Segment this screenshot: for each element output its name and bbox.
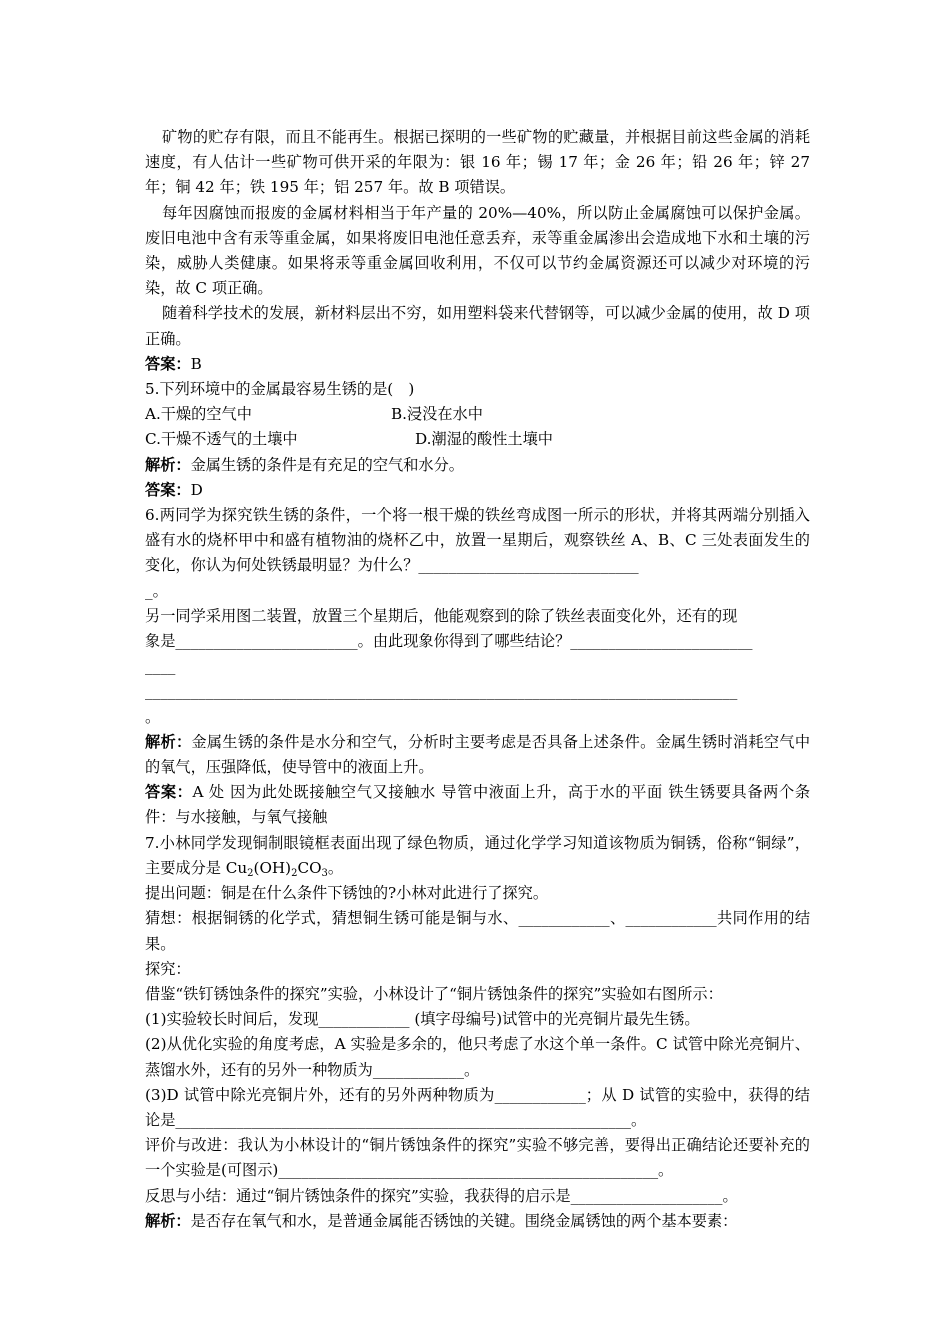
formula-sub-1: 2: [247, 867, 254, 879]
answer-label: 答案：: [145, 783, 193, 802]
q5-option-a: A.干燥的空气中: [145, 405, 252, 424]
q5-stem: 5.下列环境中的金属最容易生锈的是( ): [145, 380, 415, 399]
q7-question: 提出问题：铜是在什么条件下锈蚀的?小林对此进行了探究。: [145, 884, 549, 903]
q5-options-row-2: [145, 427, 810, 452]
formula-sub-3: 3: [321, 867, 328, 879]
q7-explore: 探究：: [145, 959, 191, 978]
q6-stem: 6.两同学为探究铁生锈的条件，一个将一根干燥的铁丝弯成图一所示的形状，并将其两端分别插入盛有水的烧杯甲中和盛有植物油的烧杯乙中，放置一星期后，观察铁丝 A、B、C 三处表面发生的变化，你认为何处铁锈最明显？为什么？_____________________________: [145, 506, 810, 575]
q7-stem: [145, 831, 810, 881]
formula-cu: Cu: [225, 858, 248, 877]
q7-reflection: 反思与小结：通过“铜片锈蚀条件的探究”实验，我获得的启示是____________________。: [145, 1186, 738, 1205]
q6-analysis: 金属生锈的条件是水分和空气，分析时主要考虑是否具备上述条件。金属生锈时消耗空气中的氧气，压强降低，使导管中的液面上升。: [145, 732, 811, 777]
q7-stem-text: 7.小林同学发现铜制眼镜框表面出现了绿色物质，通过化学学习知道该物质为铜锈，俗称“铜绿”，主要成分是: [145, 833, 810, 877]
q5-answer-line: [145, 478, 810, 503]
q6-part2-line4: ______________________________________________________________________________: [145, 682, 738, 701]
q6-analysis-line: [145, 730, 810, 780]
formula-sub-2: 2: [291, 867, 298, 879]
q7-guess: 猜想：根据铜锈的化学式，猜想铜生锈可能是铜与水、____________、____________共同作用的结果。: [145, 909, 810, 953]
analysis-label: 解析：: [145, 455, 191, 474]
q6-answer: A 处 因为此处既接触空气又接触水 导管中液面上升，高于水的平面 铁生锈要具备两个条件：与水接触，与氧气接触: [145, 783, 811, 827]
q5-analysis-line: [145, 453, 810, 478]
answer-label: 答案：: [145, 480, 191, 499]
document-page: [145, 125, 810, 1234]
q7-analysis-line: [145, 1209, 810, 1234]
q6-part2-line2: 象是________________________。由此现象你得到了哪些结论？________________________: [145, 632, 753, 651]
paragraph-corrosion: 每年因腐蚀而报废的金属材料相当于年产量的 20%—40%，所以防止金属腐蚀可以保护金属。废旧电池中含有汞等重金属，如果将废旧电池任意丢弃，汞等重金属渗出会造成地下水和土壤的污染，威胁人类健康。如果将汞等重金属回收利用，不仅可以节约金属资源还可以减少对环境的污染，故 C 项正确。: [145, 203, 810, 298]
q7-reference: 借鉴“铁钉锈蚀条件的探究”实验，小林设计了“铜片锈蚀条件的探究”实验如右图所示：: [145, 984, 723, 1003]
q5-option-c: C.干燥不透气的土壤中: [145, 430, 298, 449]
q5-answer: D: [190, 480, 203, 499]
q4-answer-line: [145, 352, 810, 377]
formula-co: CO: [297, 858, 322, 877]
q7-item-2: (2)从优化实验的角度考虑，A 实验是多余的，他只考虑了水这个单一条件。C 试管中除光亮铜片、蒸馏水外，还有的另外一种物质为____________。: [145, 1035, 810, 1079]
formula-oh: (OH): [253, 858, 292, 877]
paragraph-mineral-reserves: 矿物的贮存有限，而且不能再生。根据已探明的一些矿物的贮藏量，并根据目前这些金属的消耗速度，有人估计一些矿物可供开采的年限为：银 16 年；锡 17 年；金 26 年；铅 26 年；锌 27 年；铜 42 年；铁 195 年；铝 257 年。故 B 项错误。: [145, 128, 810, 197]
q6-part2-line1: 另一同学采用图二装置，放置三个星期后，他能观察到的除了铁丝表面变化外，还有的现: [145, 606, 738, 625]
formula-end: 。: [327, 858, 344, 877]
analysis-label: 解析：: [145, 1211, 191, 1230]
q5-option-d: D.潮湿的酸性土壤中: [415, 430, 553, 449]
answer-label: 答案：: [145, 354, 191, 373]
q6-part2-end: 。: [145, 707, 161, 726]
q5-option-b: B.浸没在水中: [391, 405, 483, 424]
q6-stem-end: _。: [145, 581, 168, 600]
q7-item-1: (1)实验较长时间后，发现____________ (填字母编号)试管中的光亮铜片最先生锈。: [145, 1010, 700, 1029]
analysis-label: 解析：: [145, 732, 192, 751]
q4-answer: B: [190, 354, 202, 373]
paragraph-new-materials: 随着科学技术的发展，新材料层出不穷，如用塑料袋来代替钢等，可以减少金属的使用，故 D 项正确。: [145, 304, 810, 348]
q7-item-3: (3)D 试管中除光亮铜片外，还有的另外两种物质为____________；从 D 试管的实验中，获得的结论是____________________________________________________________。: [145, 1085, 810, 1129]
q6-answer-line: [145, 780, 810, 830]
q7-evaluation: 评价与改进：我认为小林设计的“铜片锈蚀条件的探究”实验不够完善，要得出正确结论还要补充的一个实验是(可图示)__________________________________________________。: [145, 1136, 810, 1180]
q6-part2-line3: ____: [145, 657, 176, 676]
copper-carbonate-formula: [226, 859, 343, 877]
q7-analysis: 是否存在氧气和水，是普通金属能否锈蚀的关键。围绕金属锈蚀的两个基本要素：: [190, 1211, 738, 1230]
q5-analysis: 金属生锈的条件是有充足的空气和水分。: [190, 455, 464, 474]
q5-options-row-1: [145, 402, 810, 427]
